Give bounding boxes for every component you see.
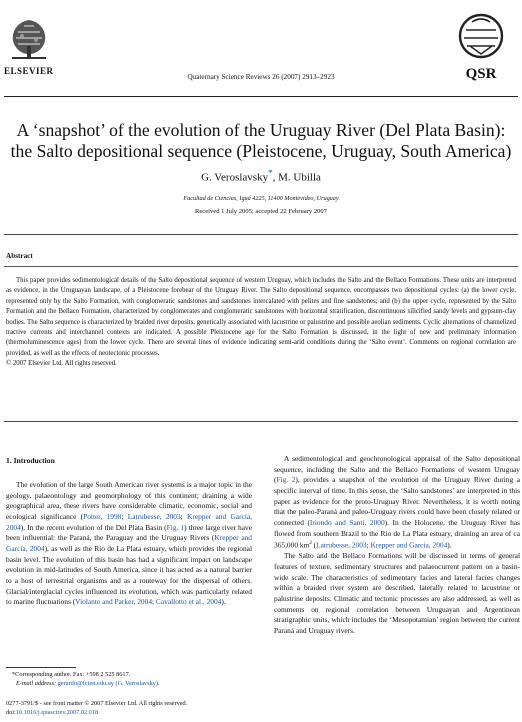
- qsr-logo-text: QSR: [465, 66, 497, 82]
- abstract-paragraph: This paper provides sedimentological details of the Salto depositional sequence of western Uruguay, which includes the Salto and the Bellaco Formations. These units are interpreted as evidence, in the Uruguayan landscape, of a Pleistocene forebear of the Uruguay River. The Salto depositional sequence, encompasses two depositional cycles: (a) the lower cycle, represented only by the Salto Formation, with conglomeratic sandstones and sandstones intercalated with pelites and fine sandstones; and (b) the upper cycle, represented by the Salto Formation and the Bellaco Formation, characterized by conglomerates and conglomeratic sandstones with horizontal stratification, discontinuous silicified sandy levels and gypsum-clay bodies. The Salto sequence is characterized by braided river deposits, genetically associated with lacustrine or palustrine and possible aeolian sediments. Cyclic alternations of channelized tractive currents and interchannel contexts are indicated. A possible Pleistocene age for the Salto Formation is discussed, in the light of new and preliminary information (thermoluminescence ages) from the lower cycle. There are several lines of evidence indicating semi-arid conditions during the ‘Salto event’. Comments on regional correlation are provided, as well as the effects of neotectonic processes.: [6, 277, 516, 357]
- issn-line: 0277-3791/$ - see front matter © 2007 Elsevier Ltd. All rights reserved.: [6, 700, 188, 707]
- email-line: [6, 680, 256, 689]
- ref-fig-1[interactable]: Fig. 1: [166, 522, 185, 532]
- author-ubilla[interactable]: M. Ubilla: [278, 171, 321, 184]
- journal-reference: [0, 73, 522, 81]
- front-matter-footer: [6, 700, 506, 717]
- ref-potter-1998[interactable]: Potter, 1998: [83, 511, 122, 521]
- ref-violante-parker-2004[interactable]: Violante and Parker, 2004: [75, 597, 153, 607]
- ref-krepper-garcia-2004-b[interactable]: Krepper and García, 2004: [6, 533, 253, 553]
- ref-krepper-garcia-2004-c[interactable]: Krepper and García, 2004: [370, 540, 448, 550]
- email-label: E-mail address:: [16, 679, 58, 687]
- corresponding-author-fax: *Corresponding author. Fax: +598 2 525 8617.: [12, 671, 131, 678]
- ref-cavallotto-2004[interactable]: Cavallotto et al., 2004: [155, 597, 222, 607]
- author-list: [0, 168, 522, 184]
- corresponding-author-mark[interactable]: *: [268, 168, 273, 178]
- corresponding-author-footnote: [6, 671, 256, 688]
- received-accepted-dates: Received 1 July 2005; accepted 22 February 2007: [194, 208, 328, 215]
- ref-krepper-garcia-2004[interactable]: Krepper and García, 2004: [6, 511, 253, 532]
- abstract-heading-rule: [4, 266, 518, 267]
- abstract-copyright: © 2007 Elsevier Ltd. All rights reserved.: [6, 360, 117, 368]
- author-separator: ,: [272, 171, 279, 184]
- article-title: [0, 120, 522, 162]
- abstract-bottom-rule: [4, 421, 518, 422]
- ref-fig-2[interactable]: Fig. 2: [276, 475, 296, 485]
- title-line-2: the Salto depositional sequence (Pleistocene, Uruguay, South America): [10, 141, 512, 161]
- intro-paragraph-3: The Salto and the Bellaco Formations will be discussed in terms of general features of texture, sedimentary structures and palaeocurrent pattern on a basin-wide scale. The characteristics of sedimentary facies and lateral facies changes within a braided river system are described, laterally related to lacustrine or palustrine deposits. Climatic and tectonic processes are also addressed, as well as comments on regional correlation between Uruguayan and Argentinean stratigraphic units, which includes the ‘Mesopotamian’ region between the current Paraná and Uruguay rivers.: [274, 551, 520, 635]
- author-veroslavsky[interactable]: G. Veroslavsky: [201, 171, 269, 184]
- footnote-rule: [6, 667, 76, 668]
- right-column: [274, 454, 520, 637]
- abstract-top-rule: [4, 234, 518, 235]
- abstract-body: [6, 276, 516, 370]
- header-divider: [4, 96, 518, 97]
- ref-latrubesse-2003[interactable]: Latrubesse, 2003: [127, 511, 181, 521]
- doi-prefix: doi:: [6, 708, 16, 716]
- ref-latrubesse-2003-b[interactable]: Latrubesse, 2003: [316, 540, 367, 550]
- email-link[interactable]: gerardo@fcien.edu.uy (G. Veroslavsky).: [57, 679, 160, 687]
- author-affiliation: Facultad de Ciencias, Iguá 4225, 11400 Montevideo, Uruguay: [183, 195, 339, 202]
- left-column: [6, 480, 252, 608]
- publisher-name: ELSEVIER: [4, 66, 54, 76]
- elsevier-tree-logo: [6, 14, 52, 62]
- intro-paragraph-1: The evolution of the large South American river systems is a major topic in the geology, palaeontology and geomorphology of this continent; draining a wide geographical area, these rivers have considerable climatic, economic, social and ecological significance (Potter, 1998; Latrubesse, 2003; Krepper and García, 2004). In the recent evolution of the Del Plata Basin (Fig. 1) three large river have been influential: the Paraná, the Paraguay and the Uruguay Rivers (Krepper and García, 2004), as well as the Río de La Plata estuary, which provides the regional basin level. The evolution of this basin has had a significant impact on landscape evolution in mid-latitudes of South America, since it has acted as a natural barrier to a host of terrestrial organisms and as a routeway for the dispersal of others. Glacial/interglacial cycles influenced its evolution, which was particularly related to marine fluctuations (Violante and Parker, 2004; Cavallotto et al., 2004).: [6, 480, 253, 607]
- intro-paragraph-2: A sedimentological and geochronological appraisal of the Salto depositional sequence, including the Salto and the Bellaco Formations of western Uruguay (Fig. 2), provides a snapshot of the evolution of the Uruguay River during a specific interval of time. In this sense, the ‘Salto sandstones’ are interpreted in this paper as evidence for the proto-Uruguay River. Nevertheless, it is worth noting that the paleo-Paraná and paleo-Uruguay rivers could have been closely related or connected (Iriondo and Santi, 2000). In the Holocene, the Uruguay River has flowed from southern Brazil to the Río de La Plata estuary, draining an area of ca 365,000 $km^2$ (Latrubesse, 2003; Krepper and García, 2004).: [274, 454, 520, 550]
- section-heading-introduction: 1. Introduction: [6, 456, 55, 465]
- title-line-1: A ‘snapshot’ of the evolution of the Uruguay River (Del Plata Basin):: [16, 120, 506, 140]
- ref-iriondo-santi-2000[interactable]: Iriondo and Santi, 2000: [309, 517, 385, 527]
- journal-reference-text: Quaternary Science Reviews 26 (2007) 2913–2923: [187, 73, 335, 81]
- doi-line: [6, 709, 506, 718]
- abstract-heading: Abstract: [6, 252, 33, 260]
- doi-link[interactable]: 10.1016/j.quascirev.2007.02.018: [15, 708, 99, 716]
- qsr-journal-logo: [456, 10, 506, 84]
